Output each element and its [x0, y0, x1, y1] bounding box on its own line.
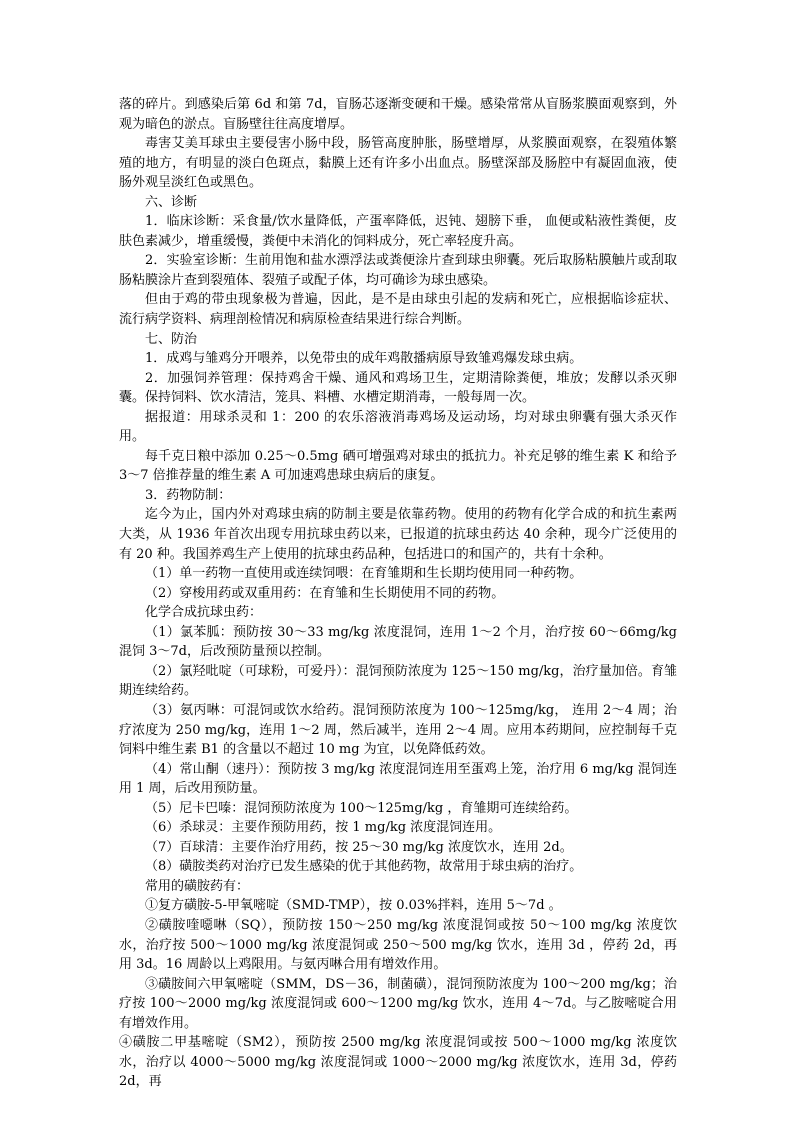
- paragraph: （7）百球清：主要作治疗用药，按 25～30 mg/kg 浓度饮水，连用 2d。: [145, 839, 573, 855]
- paragraph: （2）氯羟吡啶（可球粉，可爱丹）：混饲预防浓度为 125～150 mg/kg，治疗量加倍。育雏期连续给药。: [119, 663, 677, 699]
- paragraph: （3）氨丙啉：可混饲或饮水给药。混饲预防浓度为 100～125mg/kg， 连用 2～4 周；治疗浓度为 250 mg/kg，连用 1～2 周，然后减半，连用 2～4 周。应用本药期间，应控制每千克饲料中维生素 B1 的含量以不超过 10 mg 为宜，以免降低药效。: [119, 702, 677, 758]
- paragraph: 每千克日粮中添加 0.25～0.5mg 硒可增强鸡对球虫的抵抗力。补充足够的维生素 K 和给予 3～7 倍推荐量的维生素 A 可加速鸡患球虫病后的康复。: [119, 448, 677, 484]
- paragraph: ②磺胺喹噁啉（SQ），预防按 150～250 mg/kg 浓度混饲或按 50～100 mg/kg 浓度饮水，治疗按 500～1000 mg/kg 浓度混饲或 250～500 mg/kg 饮水，连用 3d ，停药 2d，再用 3d。16 周龄以上鸡限用。与氨丙啉合用有增效作用。: [119, 917, 677, 973]
- paragraph: 1．临床诊断：采食量/饮水量降低，产蛋率降低，迟钝、翅膀下垂， 血便或粘液性粪便，皮肤色素减少，增重缓慢，粪便中未消化的饲料成分，死亡率轻度升高。: [119, 214, 677, 249]
- document-body: [119, 95, 677, 1092]
- paragraph: 迄今为止，国内外对鸡球虫病的防制主要是依靠药物。使用的药物有化学合成的和抗生素两大类，从 1936 年首次出现专用抗球虫药以来，已报道的抗球虫药达 40 余种，现今广泛使用的有 20 种。我国养鸡生产上使用的抗球虫药品种，包括进口的和国产的，共有十余种。: [119, 507, 677, 562]
- paragraph: 常用的磺胺药有：: [145, 878, 250, 894]
- paragraph: 据报道：用球杀灵和 1：200 的农乐溶液消毒鸡场及运动场，均对球虫卵囊有强大杀灭作用。: [119, 409, 677, 445]
- paragraph: 落的碎片。到感染后第 6d 和第 7d，盲肠芯逐渐变硬和干燥。感染常常从盲肠浆膜面观察到，外观为暗色的淤点。盲肠壁往往高度增厚。: [119, 97, 677, 132]
- paragraph: （6）杀球灵：主要作预防用药，按 1 mg/kg 浓度混饲连用。: [145, 820, 502, 836]
- paragraph: 化学合成抗球虫药：: [145, 605, 263, 621]
- paragraph: （1）单一药物一直使用或连续饲喂：在育雏期和生长期均使用同一种药物。: [145, 566, 583, 582]
- paragraph: 2．实验室诊断：生前用饱和盐水漂浮法或粪便涂片查到球虫卵囊。死后取肠粘膜触片或刮取肠粘膜涂片查到裂殖体、裂殖子或配子体，均可确诊为球虫感染。: [119, 253, 677, 288]
- section-heading: 七、防治: [145, 331, 198, 347]
- section-heading: 六、诊断: [145, 194, 198, 210]
- paragraph: （1）氯苯胍：预防按 30～33 mg/kg 浓度混饲，连用 1～2 个月，治疗按 60～66mg/kg 混饲 3～7d，后改预防量预以控制。: [119, 624, 677, 660]
- paragraph: 1．成鸡与雏鸡分开喂养，以免带虫的成年鸡散播病原导致雏鸡爆发球虫病。: [145, 351, 583, 367]
- paragraph: ①复方磺胺-5-甲氧嘧啶（SMD-TMP），按 0.03%拌料，连用 5～7d 。: [145, 898, 562, 914]
- paragraph: （5）尼卡巴嗪：混饲预防浓度为 100～125mg/kg ，育雏期可连续给药。: [145, 800, 578, 816]
- paragraph: （8）磺胺类药对治疗已发生感染的优于其他药物，故常用于球虫病的治疗。: [145, 859, 583, 875]
- paragraph: （4）常山酮（速丹）：预防按 3 mg/kg 浓度混饲连用至蛋鸡上笼，治疗用 6 mg/kg 混饲连用 1 周，后改用预防量。: [119, 761, 677, 797]
- paragraph: ④磺胺二甲基嘧啶（SM2），预防按 2500 mg/kg 浓度混饲或按 500～1000 mg/kg 浓度饮水，治疗以 4000～5000 mg/kg 浓度混饲或 1000～2000 mg/kg 浓度饮水，连用 3d，停药 2d，再: [119, 1035, 677, 1090]
- paragraph: 但由于鸡的带虫现象极为普遍，因此，是不是由球虫引起的发病和死亡，应根据临诊症状、流行病学资料、病理剖检情况和病原检查结果进行综合判断。: [119, 292, 677, 328]
- paragraph: （2）穿梭用药或双重用药：在育雏和生长期使用不同的药物。: [145, 585, 505, 601]
- paragraph: 毒害艾美耳球虫主要侵害小肠中段，肠管高度肿胀，肠壁增厚，从浆膜面观察，在裂殖体繁殖的地方，有明显的淡白色斑点，黏膜上还有许多小出血点。肠壁深部及肠腔中有凝固血液，使肠外观呈淡红色或黑色。: [119, 136, 677, 191]
- paragraph: 3．药物防制：: [145, 487, 232, 503]
- paragraph: 2．加强饲养管理：保持鸡舍干燥、通风和鸡场卫生，定期清除粪便，堆放；发酵以杀灭卵囊。保持饲料、饮水清洁，笼具、料槽、水槽定期消毒，一般每周一次。: [119, 370, 677, 406]
- paragraph: ③磺胺间六甲氧嘧啶（SMM，DS－36，制菌磺），混饲预防浓度为 100～200 mg/kg；治疗按 100～2000 mg/kg 浓度混饲或 600～1200 mg/kg 饮水，连用 4～7d。与乙胺嘧啶合用有增效作用。: [119, 976, 677, 1031]
